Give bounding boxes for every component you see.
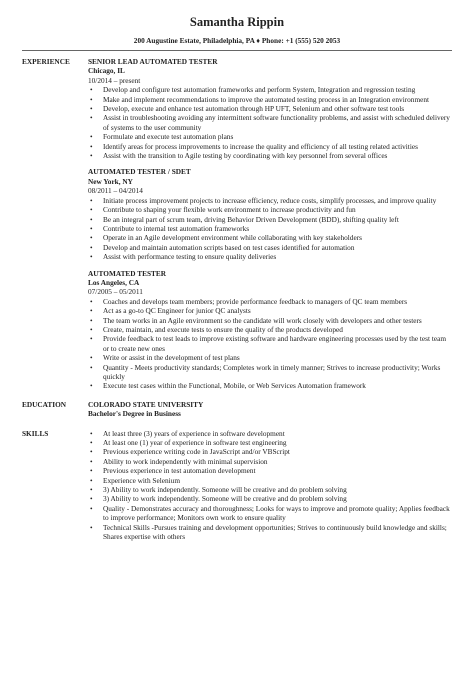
job-dates: 08/2011 – 04/2014 bbox=[88, 186, 143, 196]
job-bullet: • Develop, execute and enhance test automation through HP UFT, Selenium and other software test tools bbox=[88, 104, 452, 113]
job-title: AUTOMATED TESTER / SDET bbox=[88, 167, 191, 177]
job-bullet: • Make and implement recommendations to improve the automated testing process in an Integration environment bbox=[88, 95, 452, 104]
skill-item: • 3) Ability to work independently. Someone will be creative and do problem solving bbox=[88, 494, 452, 503]
job-bullet: • Quantity - Meets productivity standards; Completes work in timely manner; Strives to increase productivity; Works quickly bbox=[88, 363, 452, 382]
skill-item: • Previous experience in test automation development bbox=[88, 466, 452, 475]
skill-item: • Previous experience writing code in JavaScript and/or VBScript bbox=[88, 447, 452, 456]
job-bullet: • Write or assist in the development of test plans bbox=[88, 353, 452, 362]
job-title: SENIOR LEAD AUTOMATED TESTER bbox=[88, 57, 218, 66]
resume-header bbox=[22, 14, 452, 46]
job-entry bbox=[88, 167, 452, 261]
education-body bbox=[88, 400, 452, 419]
skill-item: • At least one (1) year of experience in software test engineering bbox=[88, 438, 452, 447]
job-bullet: • Create, maintain, and execute tests to ensure the quality of the products developed bbox=[88, 325, 452, 334]
job-dates: 07/2005 – 05/2011 bbox=[88, 287, 143, 297]
skill-item: • 3) Ability to work independently. Someone will be creative and do problem solving bbox=[88, 485, 452, 494]
skills-body bbox=[88, 429, 452, 542]
skills-section bbox=[22, 429, 452, 542]
job-location: Chicago, IL bbox=[88, 66, 125, 76]
skill-item: • At least three (3) years of experience in software development bbox=[88, 429, 452, 438]
job-bullets bbox=[88, 297, 452, 391]
job-dates: 10/2014 – present bbox=[88, 75, 141, 85]
candidate-name: Samantha Rippin bbox=[189, 15, 285, 29]
job-bullets bbox=[88, 196, 452, 262]
job-bullet: • The team works in an Agile environment so the candidate will work closely with developers and other testers bbox=[88, 316, 452, 325]
experience-section bbox=[22, 57, 452, 398]
job-bullet: • Identify areas for process improvements to increase the quality and efficiency of all testing related activities bbox=[88, 142, 452, 151]
job-bullet: • Formulate and execute test automation plans bbox=[88, 132, 452, 141]
job-bullet: • Assist with performance testing to ensure quality deliveries bbox=[88, 252, 452, 261]
job-bullet: • Be an integral part of scrum team, driving Behavior Driven Development (BDD), shifting quality left bbox=[88, 215, 452, 224]
skills-list bbox=[88, 429, 452, 542]
skill-item: • Quality - Demonstrates accuracy and thoroughness; Looks for ways to improve and promote quality; Applies feedback to improve performance; Monitors own work to ensure quality bbox=[88, 504, 452, 523]
job-bullets bbox=[88, 85, 452, 160]
job-bullet: • Contribute to internal test automation frameworks bbox=[88, 224, 452, 233]
job-location: New York, NY bbox=[88, 176, 133, 186]
degree: Bachelor's Degree in Business bbox=[88, 409, 181, 419]
job-bullet: • Assist in troubleshooting avoiding any intermittent software functionality problems, and assist with scheduled delivery of systems to the user community bbox=[88, 113, 452, 132]
job-entry bbox=[88, 57, 452, 160]
skill-item: • Ability to work independently with minimal supervision bbox=[88, 457, 452, 466]
header-divider bbox=[22, 50, 452, 51]
job-title: AUTOMATED TESTER bbox=[88, 268, 167, 278]
job-bullet: • Initiate process improvement projects to increase efficiency, reduce costs, simplify processes, and improve quality bbox=[88, 196, 452, 205]
experience-label: EXPERIENCE bbox=[22, 57, 70, 66]
job-location: Los Angeles, CA bbox=[88, 277, 140, 287]
job-bullet: • Coaches and develops team members; provide performance feedback to managers of QC team members bbox=[88, 297, 452, 306]
skills-label: SKILLS bbox=[22, 428, 49, 438]
contact-line: 200 Augustine Estate, Philadelphia, PA ♦ Phone: +1 (555) 520 2053 bbox=[133, 36, 341, 45]
job-bullet: • Assist with the transition to Agile testing by coordinating with key personnel from several offices bbox=[88, 151, 452, 160]
education-section bbox=[22, 400, 452, 419]
job-bullet: • Provide feedback to test leads to improve existing software and hardware engineering processes used by the test team or to create new ones bbox=[88, 334, 452, 353]
job-bullet: • Contribute to shaping your flexible work environment to increase productivity and fun bbox=[88, 205, 452, 214]
education-label: EDUCATION bbox=[22, 399, 67, 409]
job-entry bbox=[88, 269, 452, 391]
job-bullet: • Act as a go-to QC Engineer for junior QC analysts bbox=[88, 306, 452, 315]
experience-body bbox=[88, 57, 452, 398]
job-bullet: • Develop and maintain automation scripts based on test cases identified for automation bbox=[88, 243, 452, 252]
job-bullet: • Execute test cases within the Functional, Mobile, or Web Services Automation framework bbox=[88, 381, 452, 390]
job-bullet: • Operate in an Agile development environment while collaborating with key stakeholders bbox=[88, 233, 452, 242]
job-bullet: • Develop and configure test automation frameworks and perform System, Integration and regression testing bbox=[88, 85, 452, 94]
skill-item: • Experience with Selenium bbox=[88, 476, 452, 485]
school-name: COLORADO STATE UNIVERSITY bbox=[88, 399, 204, 409]
skill-item: • Technical Skills -Pursues training and development opportunities; Strives to continuously build knowledge and skills; Shares expertise with others bbox=[88, 523, 452, 542]
